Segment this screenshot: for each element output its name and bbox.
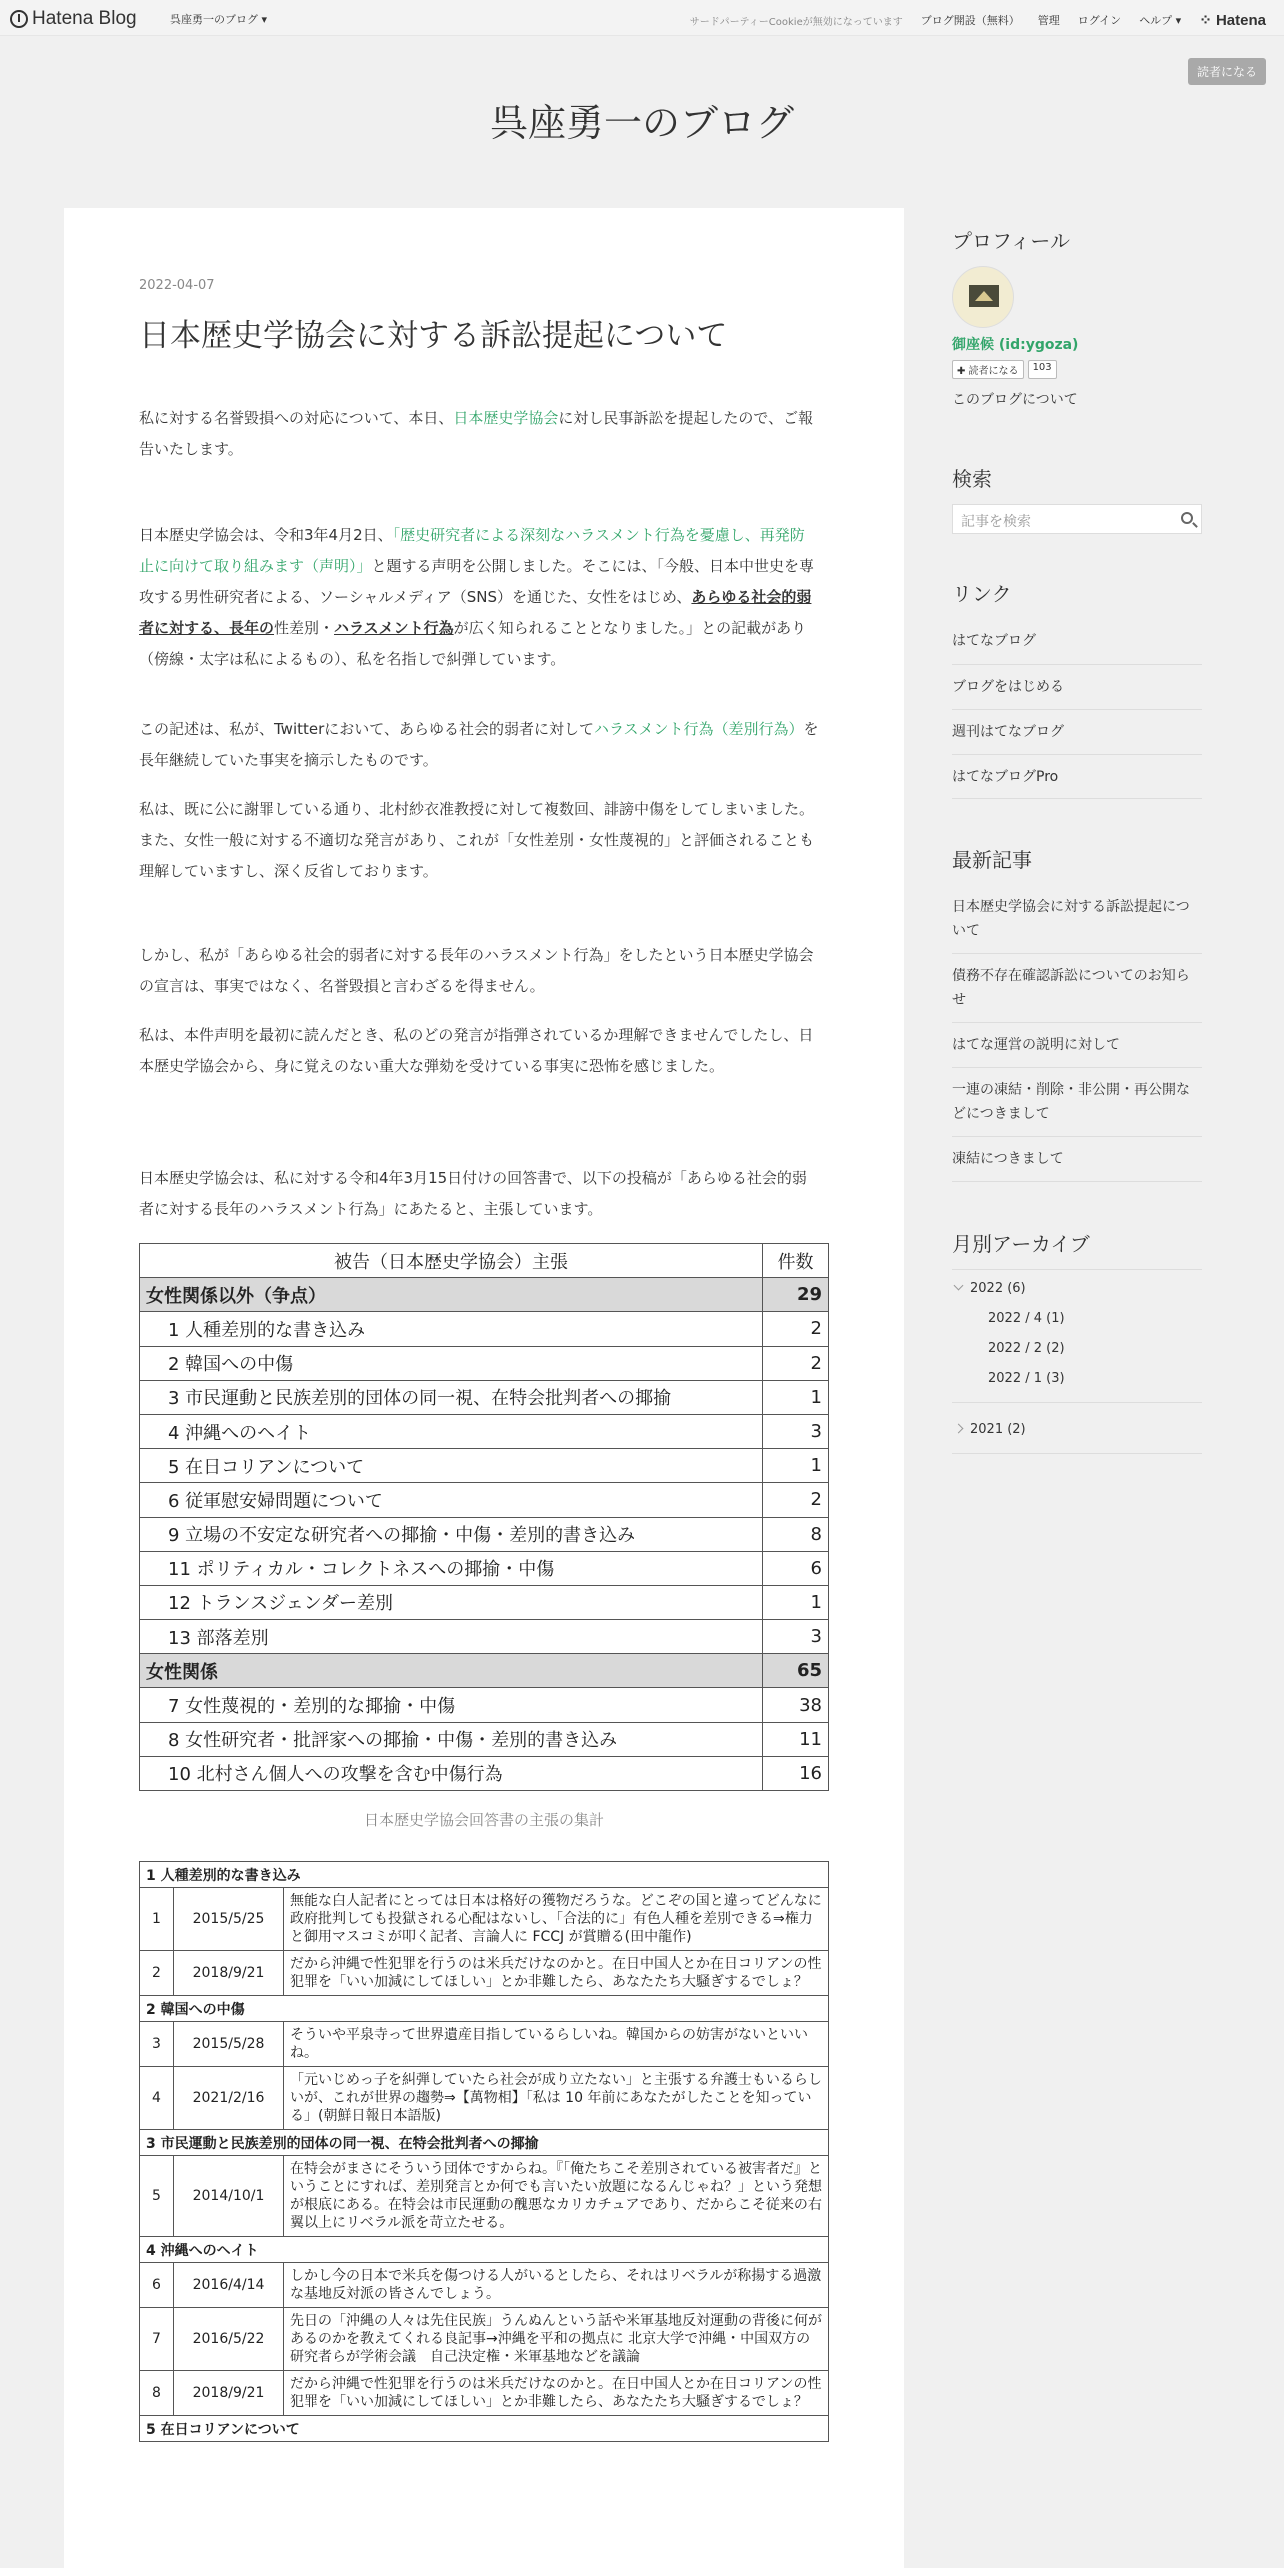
row-number: 5 xyxy=(140,2156,174,2237)
chevron-right-icon[interactable] xyxy=(954,1424,964,1434)
archive-month[interactable]: 2022 / 1 (3) xyxy=(988,1371,1065,1386)
post-text: しかし今の日本で米兵を傷つける人がいるとしたら、それはリベラルが称揚する過激な基地反対派の皆さんでしょう。 xyxy=(284,2263,829,2308)
paragraph-1 xyxy=(139,403,819,465)
detail-row xyxy=(140,2022,829,2067)
post-date: 2014/10/1 xyxy=(174,2156,284,2237)
summary-table xyxy=(139,1243,829,1791)
claim-count: 3 xyxy=(763,1620,829,1654)
recent-heading: 最新記事 xyxy=(952,848,1032,872)
archive-year-2021[interactable] xyxy=(952,1402,1202,1454)
jha-link[interactable]: 日本歴史学協会 xyxy=(453,409,559,427)
paragraph-2 xyxy=(139,520,819,675)
entry-title[interactable]: 日本歴史学協会に対する訴訟提起について xyxy=(139,318,728,354)
summary-row xyxy=(140,1483,829,1517)
row-number: 1 xyxy=(140,1888,174,1951)
header-claim: 被告（日本歴史学協会）主張 xyxy=(140,1244,763,1278)
detail-row xyxy=(140,2067,829,2130)
profile-heading: プロフィール xyxy=(952,229,1070,253)
recent-entry[interactable]: はてな運営の説明に対して xyxy=(952,1022,1202,1067)
bold-text: ハラスメント行為 xyxy=(334,619,454,637)
claim-label: 1 人種差別的な書き込み xyxy=(140,1312,763,1346)
hatena-dots-icon: ⁘ xyxy=(1199,12,1216,29)
paragraph-6: 私は、本件声明を最初に読んだとき、私のどの発言が指弾されているか理解できませんでしたし、日本歴史学協会から、身に覚えのない重大な弾劾を受けている事実に恐怖を感じました。 xyxy=(139,1026,814,1075)
search-placeholder: 記事を検索 xyxy=(961,514,1031,530)
claim-count: 2 xyxy=(763,1483,829,1517)
archive-list xyxy=(952,1269,1202,1454)
detail-section-row xyxy=(140,1996,829,2022)
summary-row xyxy=(140,1620,829,1654)
claim-count: 6 xyxy=(763,1551,829,1585)
link-item[interactable]: ブログをはじめる xyxy=(952,664,1202,709)
statement-link[interactable]: 「歴史研究者による深刻なハラスメント行為を憂慮し、再発防止に向けて取り組みます（声明）」 xyxy=(139,526,805,575)
paragraph-5: しかし、私が「あらゆる社会的弱者に対する長年のハラスメント行為」をしたという日本歴史学協会の宣言は、事実ではなく、名誉毀損と言わざるを得ません。 xyxy=(139,946,814,995)
claim-label: 女性関係 xyxy=(140,1654,763,1688)
hatena-label: Hatena xyxy=(1215,12,1266,29)
blog-title[interactable]: 呉座勇一のブログ xyxy=(489,101,794,145)
link-item[interactable]: はてなブログ xyxy=(952,633,1036,649)
summary-group-row xyxy=(140,1278,829,1312)
claim-label: 3 市民運動と民族差別的団体の同一視、在特会批判者への揶揄 xyxy=(140,1380,763,1414)
detail-section-row xyxy=(140,2130,829,2156)
search-icon[interactable] xyxy=(1181,512,1193,524)
claim-label: 7 女性蔑視的・差別的な揶揄・中傷 xyxy=(140,1688,763,1722)
post-date: 2016/5/22 xyxy=(174,2308,284,2371)
claim-count: 29 xyxy=(763,1278,829,1312)
archive-year-2022[interactable] xyxy=(952,1274,1202,1304)
text: 私に対する名誉毀損への対応について、本日、 xyxy=(139,409,454,427)
claim-count: 16 xyxy=(763,1756,829,1790)
link-item[interactable]: 週刊はてなブログ xyxy=(952,709,1202,754)
detail-row xyxy=(140,2371,829,2416)
blog-menu-dropdown[interactable]: 呉座勇一のブログ ▾ xyxy=(170,13,268,26)
post-date: 2016/4/14 xyxy=(174,2263,284,2308)
header-count: 件数 xyxy=(763,1244,829,1278)
text: 日本歴史学協会は、令和3年4月2日、 xyxy=(139,526,393,544)
search-input[interactable] xyxy=(952,504,1202,534)
detail-row xyxy=(140,2308,829,2371)
claim-count: 65 xyxy=(763,1654,829,1688)
text: この記述は、私が、Twitterにおいて、あらゆる社会的弱者に対して xyxy=(139,720,594,738)
claim-count: 11 xyxy=(763,1722,829,1756)
top-links xyxy=(690,11,1266,29)
recent-entry[interactable]: 凍結につきまして xyxy=(952,1136,1202,1182)
detail-row xyxy=(140,1888,829,1951)
claim-label: 2 韓国への中傷 xyxy=(140,1346,763,1380)
about-blog-link[interactable]: このブログについて xyxy=(952,392,1078,408)
claim-label: 10 北村さん個人への攻撃を含む中傷行為 xyxy=(140,1756,763,1790)
hatena-blog-logo[interactable] xyxy=(10,8,137,30)
section-label: 5 在日コリアンについて xyxy=(140,2416,829,2442)
post-text: 先日の「沖縄の人々は先住民族」うんぬんという話や米軍基地反対運動の背後に何があるのかを教えてくれる良記事→沖縄を平和の拠点に 北京大学で沖縄・中国双方の研究者らが学術会議 自己決定権・米軍基地などを議論 xyxy=(284,2308,829,2371)
link-item[interactable]: はてなブログPro xyxy=(952,754,1202,799)
profile-module xyxy=(952,225,1202,409)
hatena-logo-icon xyxy=(10,10,28,28)
summary-group-row xyxy=(140,1654,829,1688)
summary-row xyxy=(140,1449,829,1483)
detail-table xyxy=(139,1861,829,2442)
global-header xyxy=(0,0,1284,36)
claim-count: 3 xyxy=(763,1414,829,1448)
post-date: 2021/2/16 xyxy=(174,2067,284,2130)
post-date: 2015/5/28 xyxy=(174,2022,284,2067)
row-number: 4 xyxy=(140,2067,174,2130)
subscribe-small-button[interactable]: ✚ 読者になる xyxy=(952,360,1024,379)
table-header-row xyxy=(140,1244,829,1278)
chevron-down-icon[interactable] xyxy=(954,1281,964,1291)
claim-label: 8 女性研究者・批評家への揶揄・中傷・差別的書き込み xyxy=(140,1722,763,1756)
subscribe-row xyxy=(952,360,1202,379)
post-text: 無能な白人記者にとっては日本は格好の獲物だろうな。どこぞの国と違ってどんなに政府批判しても投獄される心配はないし、「合法的に」有色人種を差別できる⇒権力と御用マスコミが叩く記者、言論人に FCCJ が賞贈る(田中龍作) xyxy=(284,1888,829,1951)
hatena-menu[interactable] xyxy=(1199,11,1266,29)
claim-label: 女性関係以外（争点） xyxy=(140,1278,763,1312)
archive-heading: 月別アーカイブ xyxy=(952,1232,1090,1256)
row-number: 2 xyxy=(140,1951,174,1996)
claim-label: 6 従軍慰安婦問題について xyxy=(140,1483,763,1517)
summary-row xyxy=(140,1346,829,1380)
text: と題する声明を公開しました。そこには、「今般、日本中世史を専攻する男性研究者による、ソーシャルメディア（SNS）を通じた、女性をはじめ、 xyxy=(139,557,815,606)
paragraph-7: 日本歴史学協会は、私に対する令和4年3月15日付けの回答書で、以下の投稿が「あらゆる社会的弱者に対する長年のハラスメント行為」にあたると、主張しています。 xyxy=(139,1169,807,1218)
post-text: そういや平泉寺って世界遺産目指しているらしいね。韓国からの妨害がないといいね。 xyxy=(284,2022,829,2067)
post-date: 2018/9/21 xyxy=(174,2371,284,2416)
recent-entry[interactable]: 一連の凍結・削除・非公開・再公開などにつきまして xyxy=(952,1067,1202,1136)
summary-row xyxy=(140,1585,829,1619)
logo-text: Hatena Blog xyxy=(32,8,137,29)
detail-row xyxy=(140,2156,829,2237)
bold-text: あらゆる社会的弱者に対する、長年の xyxy=(139,588,812,637)
detail-section-row xyxy=(140,1862,829,1888)
subscribe-button[interactable]: 読者になる xyxy=(1188,58,1266,85)
archive-year-label: 2021 (2) xyxy=(970,1422,1026,1437)
post-date: 2018/9/21 xyxy=(174,1951,284,1996)
text: に対し民事訴訟を提起したので、ご報告いたします。 xyxy=(139,409,814,458)
archive-module xyxy=(952,1228,1202,1454)
section-label: 1 人種差別的な書き込み xyxy=(140,1862,829,1888)
links-heading: リンク xyxy=(952,582,1012,606)
section-label: 3 市民運動と民族差別的団体の同一視、在特会批判者への揶揄 xyxy=(140,2130,829,2156)
help-menu[interactable]: ヘルプ ▾ xyxy=(1139,14,1182,27)
summary-row xyxy=(140,1551,829,1585)
subscriber-count[interactable]: 103 xyxy=(1028,360,1057,379)
claim-count: 2 xyxy=(763,1346,829,1380)
claim-count: 1 xyxy=(763,1380,829,1414)
row-number: 3 xyxy=(140,2022,174,2067)
claim-count: 38 xyxy=(763,1688,829,1722)
claim-label: 5 在日コリアンについて xyxy=(140,1449,763,1483)
text: が広く知られることとなりました。」との記載があり（傍線・太字は私によるもの）、私を名指しで糾弾しています。 xyxy=(139,619,807,668)
detail-section-row xyxy=(140,2237,829,2263)
claim-count: 8 xyxy=(763,1517,829,1551)
detail-table-body xyxy=(140,1862,829,2442)
claim-count: 1 xyxy=(763,1585,829,1619)
archive-month[interactable]: 2022 / 4 (1) xyxy=(988,1311,1065,1326)
summary-row xyxy=(140,1312,829,1346)
paragraph-4: 私は、既に公に謝罪している通り、北村紗衣准教授に対して複数回、誹謗中傷をしてしまいました。また、女性一般に対する不適切な発言があり、これが「女性差別・女性蔑視的」と評価されることも理解していますし、深く反省しております。 xyxy=(139,800,815,880)
summary-table-body xyxy=(140,1278,829,1791)
search-module xyxy=(952,463,1202,534)
manage-link[interactable]: 管理 xyxy=(1037,14,1060,27)
user-name-link[interactable]: 御座候 (id:ygoza) xyxy=(952,337,1079,353)
post-text: 「元いじめっ子を糾弾していたら社会が成り立たない」と主張する弁護士もいるらしいが、これが世界の趨勢⇒【萬物相】「私は 10 年前にあなたがしたことを知っている」(朝鮮日報日本語版) xyxy=(284,2067,829,2130)
detail-section-row xyxy=(140,2416,829,2442)
row-number: 8 xyxy=(140,2371,174,2416)
entry-main xyxy=(64,208,904,2568)
post-text: だから沖縄で性犯罪を行うのは米兵だけなのかと。在日中国人とか在日コリアンの性犯罪を「いい加減にしてほしい」とか非難したら、あなたたち大騒ぎするでしょ？ xyxy=(284,2371,829,2416)
summary-row xyxy=(140,1688,829,1722)
text: 性差別・ xyxy=(274,619,335,637)
recent-entry[interactable]: 日本歴史学協会に対する訴訟提起について xyxy=(952,899,1190,939)
detail-row xyxy=(140,2263,829,2308)
post-date: 2015/5/25 xyxy=(174,1888,284,1951)
summary-row xyxy=(140,1517,829,1551)
post-text: だから沖縄で性犯罪を行うのは米兵だけなのかと。在日中国人とか在日コリアンの性犯罪を「いい加減にしてほしい」とか非難したら、あなたたち大騒ぎするでしょ？ xyxy=(284,1951,829,1996)
row-number: 6 xyxy=(140,2263,174,2308)
recent-entries-module xyxy=(952,844,1202,1182)
table-caption: 日本歴史学協会回答書の主張の集計 xyxy=(363,1811,604,1829)
entry-date[interactable]: 2022-04-07 xyxy=(139,278,215,293)
summary-row xyxy=(140,1414,829,1448)
search-heading: 検索 xyxy=(952,467,992,491)
archive-year-label: 2022 (6) xyxy=(970,1281,1026,1296)
summary-row xyxy=(140,1380,829,1414)
claim-count: 1 xyxy=(763,1449,829,1483)
section-label: 4 沖縄へのヘイト xyxy=(140,2237,829,2263)
paragraph-3 xyxy=(139,714,819,776)
claim-label: 9 立場の不安定な研究者への揶揄・中傷・差別的書き込み xyxy=(140,1517,763,1551)
post-text: 在特会がまさにそういう団体ですからね。『「俺たちこそ差別されている被害者だ』ということにすれば、差別発言とか何でも言いたい放題になるんじゃね？」という発想が根底にある。在特会は市民運動の醜悪なカリカチュアであり、だからこそ従来の右翼以上にリベラル派を苛立たせる。 xyxy=(284,2156,829,2237)
claim-label: 13 部落差別 xyxy=(140,1620,763,1654)
summary-row xyxy=(140,1756,829,1790)
claim-label: 12 トランスジェンダー差別 xyxy=(140,1585,763,1619)
claim-label: 4 沖縄へのヘイト xyxy=(140,1414,763,1448)
text: を長年継続していた事実を摘示したものです。 xyxy=(139,720,819,769)
harassment-link[interactable]: ハラスメント行為（差別行為） xyxy=(593,720,804,738)
archive-month[interactable]: 2022 / 2 (2) xyxy=(988,1341,1065,1356)
recent-entry[interactable]: 債務不存在確認訴訟についてのお知らせ xyxy=(952,953,1202,1022)
claim-label: 11 ポリティカル・コレクトネスへの揶揄・中傷 xyxy=(140,1551,763,1585)
login-link[interactable]: ログイン xyxy=(1077,14,1122,27)
row-number: 7 xyxy=(140,2308,174,2371)
claim-count: 2 xyxy=(763,1312,829,1346)
open-blog-link[interactable]: ブログ開設（無料） xyxy=(920,14,1020,27)
cookie-notice: サードパーティーCookieが無効になっています xyxy=(689,16,903,28)
summary-row xyxy=(140,1722,829,1756)
avatar[interactable] xyxy=(952,266,1014,328)
detail-row xyxy=(140,1951,829,1996)
section-label: 2 韓国への中傷 xyxy=(140,1996,829,2022)
links-module xyxy=(952,578,1202,799)
